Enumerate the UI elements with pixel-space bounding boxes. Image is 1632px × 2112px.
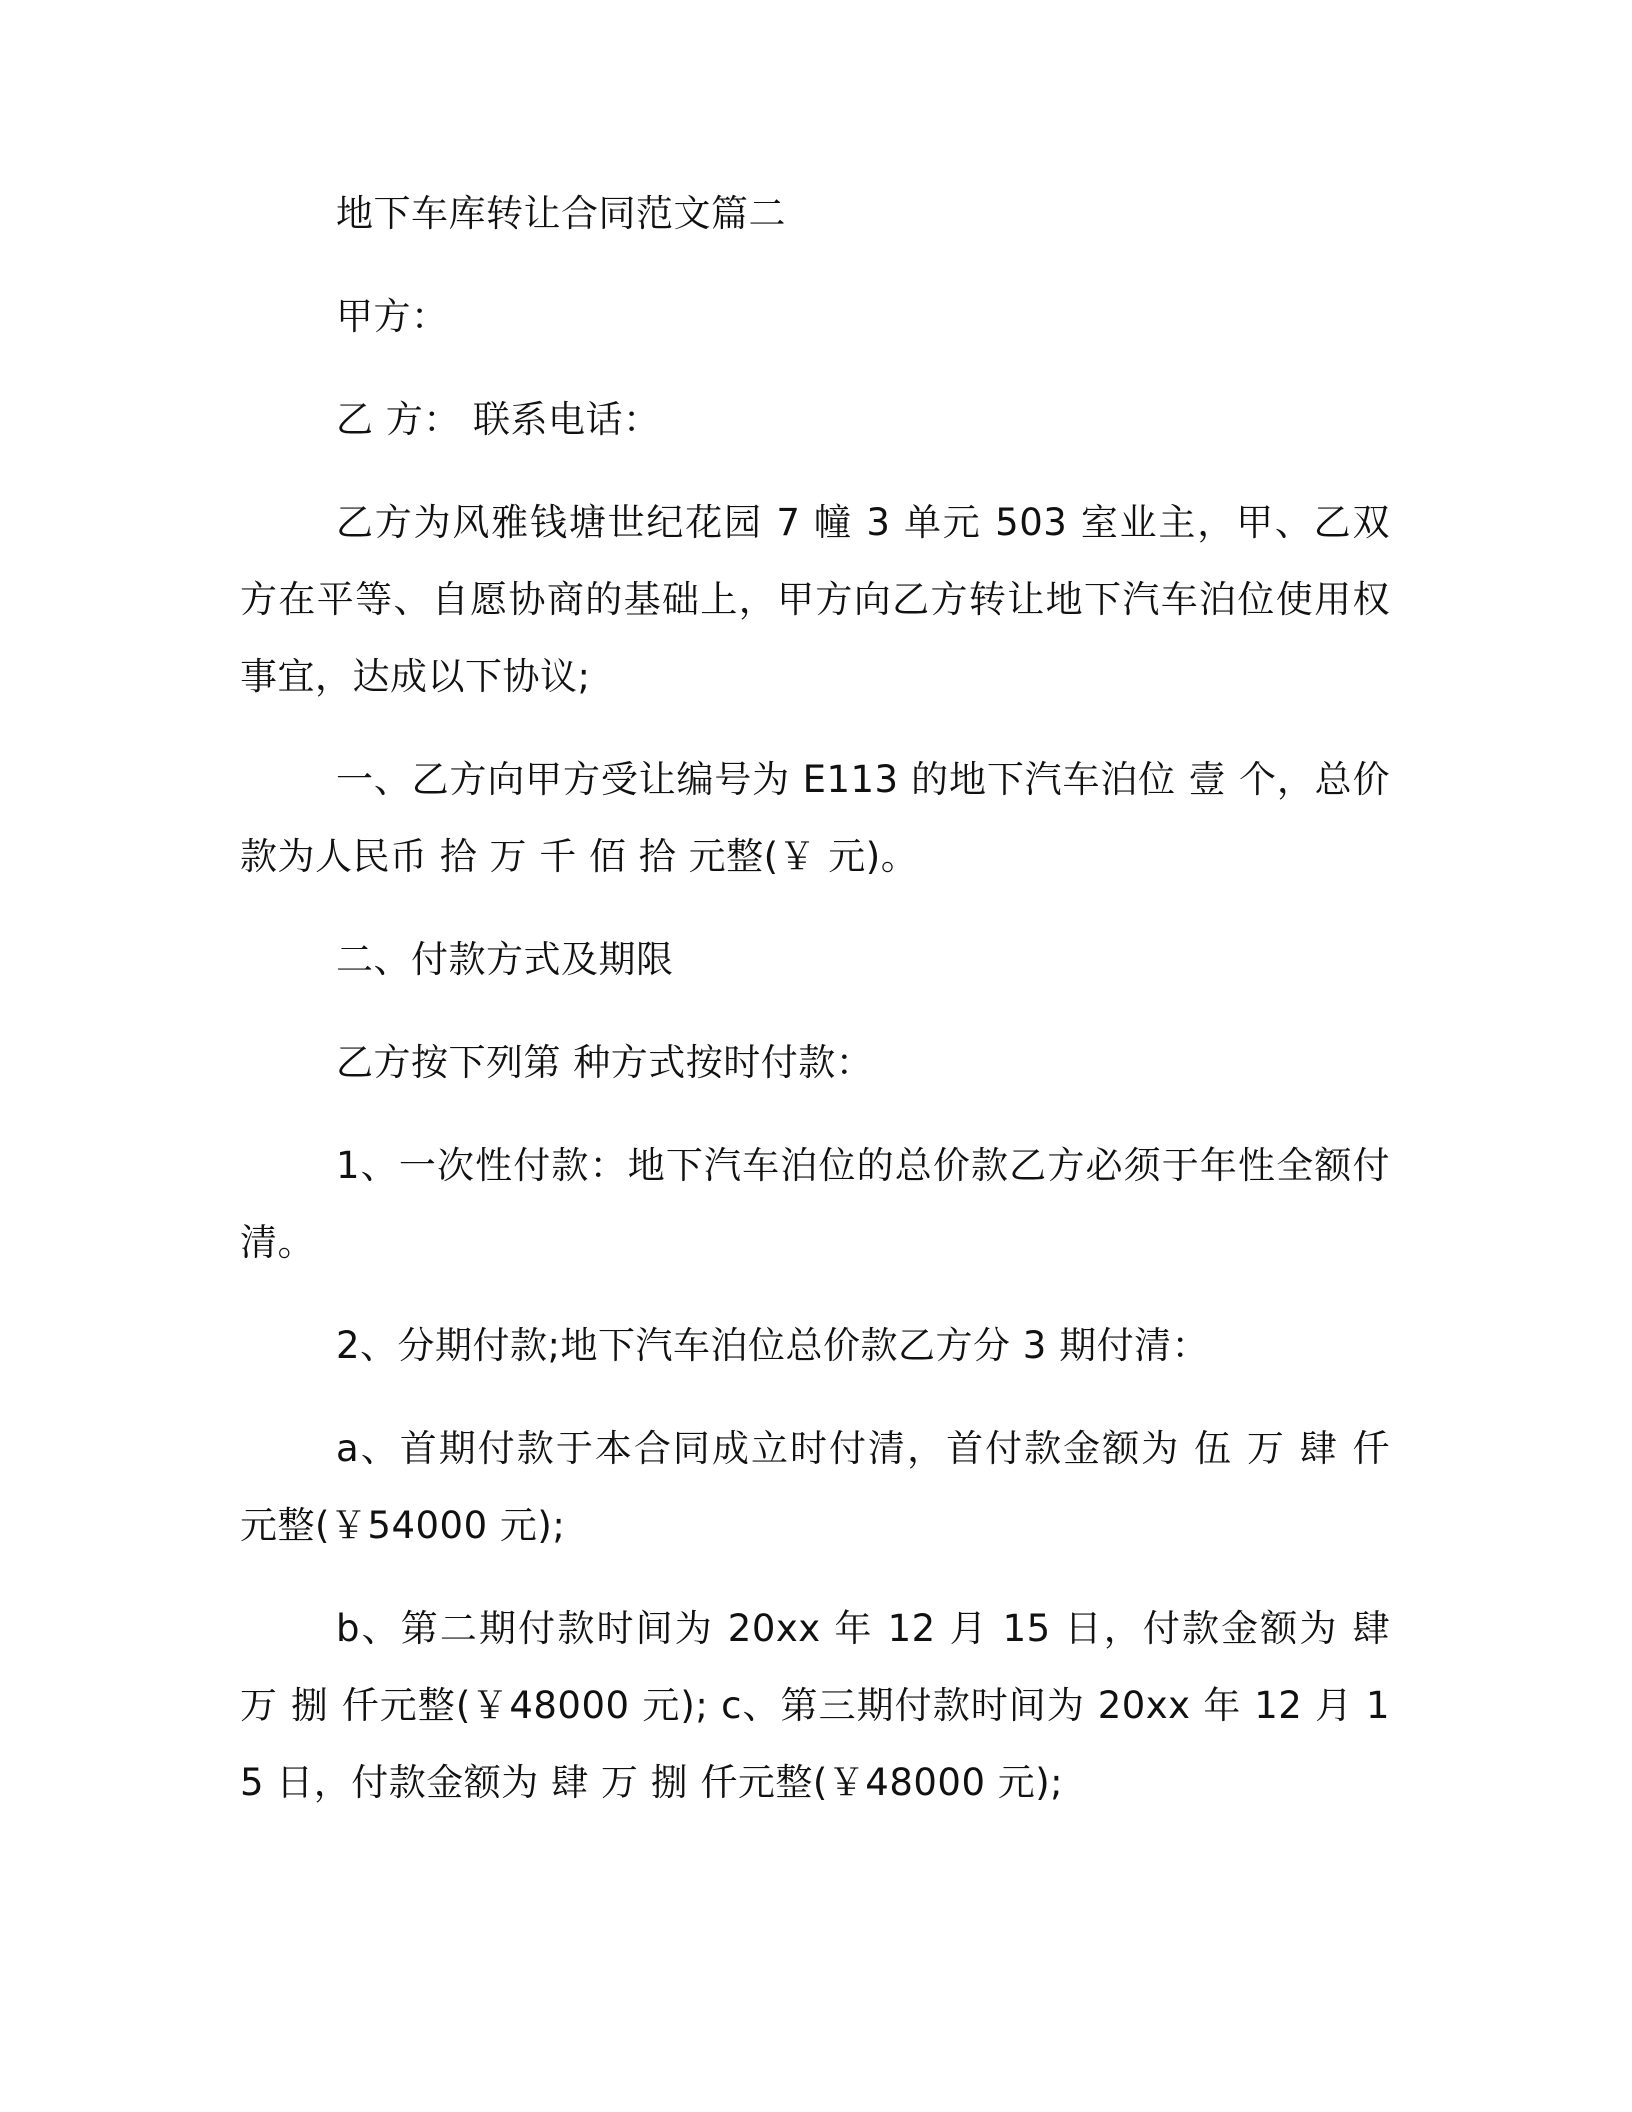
clause-2-heading: 二、付款方式及期限 (336, 938, 674, 981)
installment-a: a、首期付款于本合同成立时付清，首付款金额为 伍 万 肆 仟 元整(￥54000 元); (240, 1427, 1390, 1547)
party-b-line: 乙 方： 联系电话： (336, 398, 661, 441)
intro-paragraph: 乙方为风雅钱塘世纪花园 7 幢 3 单元 503 室业主，甲、乙双方在平等、自愿协商的基础上，甲方向乙方转让地下汽车泊位使用权事宜，达成以下协议; (240, 501, 1390, 698)
payment-choice-line: 乙方按下列第 种方式按时付款： (336, 1041, 874, 1084)
payment-option-2: 2、分期付款;地下汽车泊位总价款乙方分 3 期付清： (336, 1324, 1210, 1367)
installment-b-c: b、第二期付款时间为 20xx 年 12 月 15 日，付款金额为 肆 万 捌 仟元整(￥48000 元); c、第三期付款时间为 20xx 年 12 月 15 日，付款金额为 肆 万 捌 仟元整(￥48000 元); (240, 1607, 1390, 1804)
clause-1-paragraph: 一、乙方向甲方受让编号为 E113 的地下汽车泊位 壹 个，总价款为人民币 拾 万 千 佰 拾 元整(￥ 元)。 (240, 758, 1390, 878)
document-title: 地下车库转让合同范文篇二 (336, 192, 786, 235)
payment-option-1: 1、一次性付款：地下汽车泊位的总价款乙方必须于年性全额付清。 (240, 1144, 1390, 1264)
document-body (240, 175, 1390, 1821)
party-a-line: 甲方： (336, 295, 449, 338)
